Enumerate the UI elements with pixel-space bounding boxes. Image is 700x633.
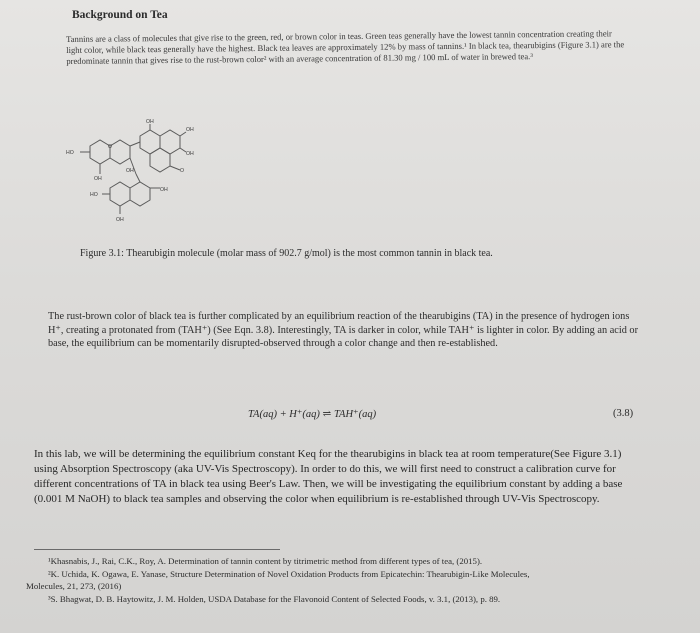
footnote-item: ³S. Bhagwat, D. B. Haytowitz, J. M. Holden, USDA Database for the Flavonoid Content of Selected Foods, v. 3.1, (2013), p. 89. — [48, 593, 501, 604]
lab-description-paragraph: In this lab, we will be determining the equilibrium constant Keq for the thearubigins in black tea at room temperature(See Figure 3.1) using Absorption Spectroscopy (aka UV-Vis Spectroscopy). In order to do this, we will first need to construct a calibration curve for different concentrations of TA in black tea using Beer's Law. Then, we will be investigating the equilibrium constant by adding a base (0.001 M NaOH) to black tea samples and observing the color when equilibrium is re-established through UV-Vis Spectroscopy. — [34, 448, 623, 505]
intro-paragraph: Tannins are a class of molecules that give rise to the green, red, or brown color in teas. Green teas generally have the lowest tannin concentration creating their light color, while black teas generally have the highest. Black tea leaves are approximately 12% by mass of tannins.¹ In black tea, thearubigins (Figure 3.1) are the predominate tannin that gives rise to the rust-brown color² with an average concentration of 81.30 mg / 100 mL of water in brewed tea.³ — [66, 28, 625, 66]
mol-label: OH — [126, 168, 134, 174]
mol-label: OH — [186, 127, 194, 133]
mol-label: OH — [160, 187, 168, 193]
mol-label: O — [108, 144, 113, 150]
mol-label: OH — [186, 151, 194, 157]
mol-label: OH — [94, 176, 102, 182]
chemical-equation: TA(aq) + H⁺(aq) ⇌ TAH⁺(aq) — [248, 409, 377, 420]
figure-caption: Figure 3.1: Thearubigin molecule (molar mass of 902.7 g/mol) is the most common tannin in black tea. — [80, 248, 493, 259]
mol-label: O — [180, 168, 185, 174]
footnote-item: ²K. Uchida, K. Ogawa, E. Yanase, Structure Determination of Novel Oxidation Products from Epicatechin: Thearubigin-Like Molecules, — [48, 568, 530, 579]
section-heading: Background on Tea — [72, 9, 168, 21]
equilibrium-paragraph: The rust-brown color of black tea is further complicated by an equilibrium reaction of the thearubigins (TA) in the presence of hydrogen ions H⁺, creating a protonated from (TAH⁺) (See Eqn. 3.8). Interestingly, TA is darker in color, while TAH⁺ is lighter in color. By adding an acid or base, the equilibrium can be momentarily disrupted-observed through a color change and then re-established. — [48, 311, 638, 349]
thearubigin-structure-diagram — [60, 118, 230, 238]
footnote-item: ¹Khasnabis, J., Rai, C.K., Roy, A. Determination of tannin content by titrimetric method from different types of tea, (2015). — [48, 556, 483, 566]
mol-label: HO — [90, 192, 98, 198]
mol-label: OH — [116, 217, 124, 223]
footnote-item: Molecules, 21, 273, (2016) — [26, 581, 122, 591]
footnotes — [26, 555, 686, 605]
mol-label: HO — [66, 150, 74, 156]
mol-label: OH — [146, 119, 154, 125]
equation-number: (3.8) — [613, 408, 634, 419]
footnote-divider — [34, 549, 280, 550]
